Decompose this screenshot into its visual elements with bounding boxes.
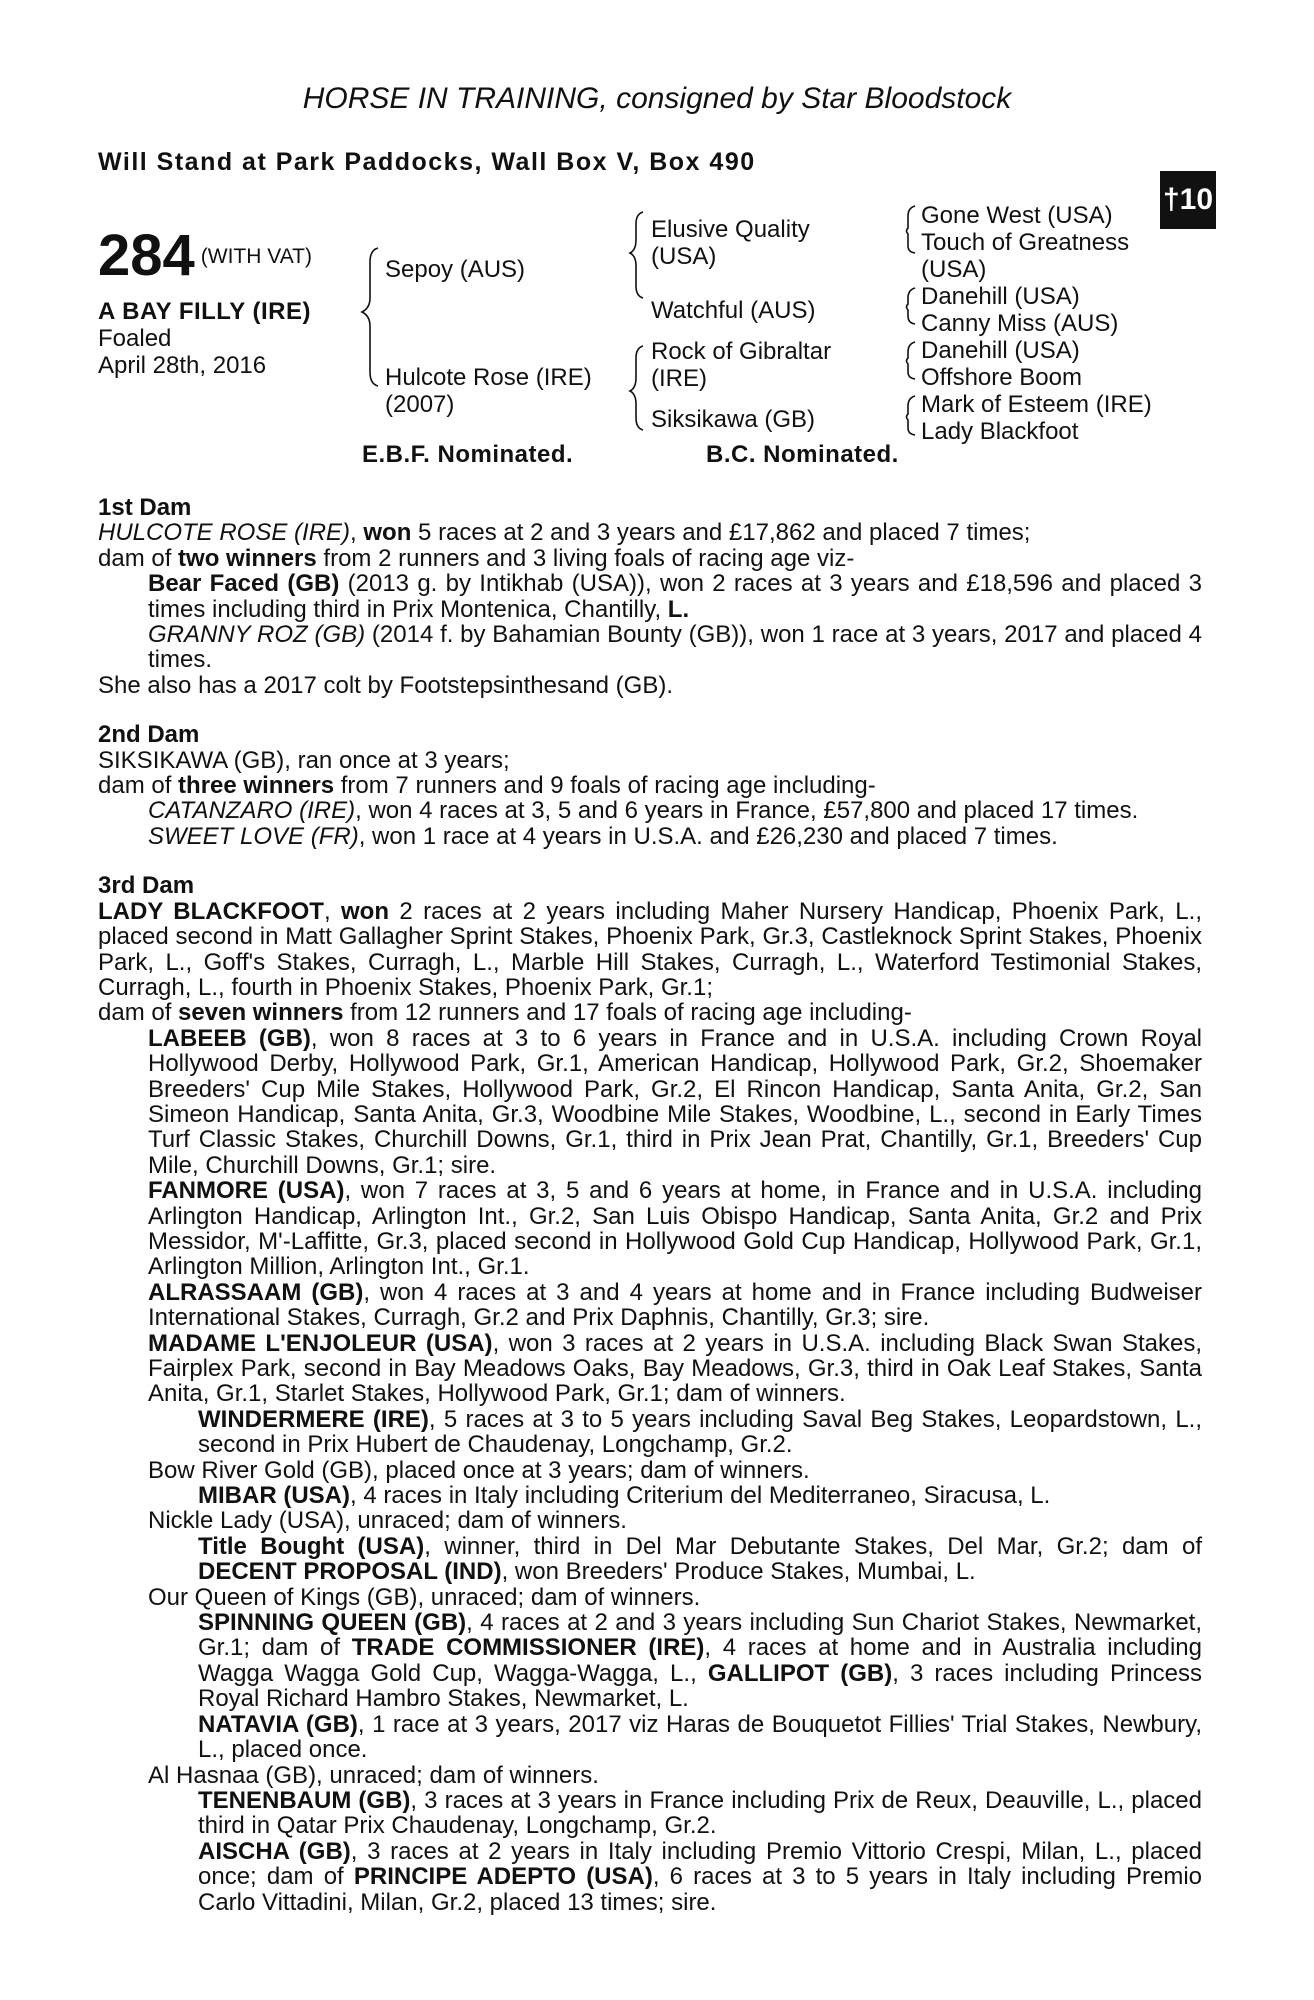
ped-sire: Sepoy (AUS)	[385, 256, 526, 283]
page-title: HORSE IN TRAINING, consigned by Star Bloodstock	[302, 82, 1012, 115]
ped-dam-year: (2007)	[385, 391, 455, 418]
dam3-damof: dam of seven winners from 12 runners and 17 foals of racing age including-	[98, 999, 912, 1027]
progeny-bowriver: Bow River Gold (GB), placed once at 3 years; dam of winners.	[148, 1456, 810, 1484]
progeny-aischa: AISCHA (GB), 3 races at 2 years in Italy including Premio Vittorio Crespi, Milan, L., placed once; dam of PRINCIPE ADEPTO (USA), 6 races at 3 to 5 years in Italy including Premio Carlo Vittadini, Milan, Gr.2, placed 13 times; sire.	[198, 1837, 1202, 1916]
ped-sire-sire-country: (USA)	[651, 243, 717, 270]
dam1-line: HULCOTE ROSE (IRE), won 5 races at 2 and 3 years and £17,862 and placed 7 times;	[98, 519, 1031, 547]
progeny-tenenbaum: TENENBAUM (GB), 3 races at 3 years in France including Prix de Reux, Deauville, L., placed third in Qatar Prix Chaudenay, Longchamp, Gr.2.	[198, 1786, 1202, 1840]
ped-sdd: Canny Miss (AUS)	[921, 310, 1119, 337]
ped-dss: Danehill (USA)	[921, 337, 1080, 364]
ped-ssd: Touch of Greatness	[921, 229, 1130, 256]
ped-sire-sire: Elusive Quality	[651, 216, 810, 243]
progeny-alhasnaa: Al Hasnaa (GB), unraced; dam of winners.	[148, 1761, 599, 1789]
ped-dam: Hulcote Rose (IRE)	[385, 364, 592, 391]
foaled-label: Foaled	[98, 325, 172, 352]
ped-ssd-country: (USA)	[921, 256, 987, 283]
progeny-ourqueen: Our Queen of Kings (GB), unraced; dam of winners.	[148, 1583, 701, 1611]
progeny-madame: MADAME L'ENJOLEUR (USA), won 3 races at 2 years in U.S.A. including Black Swan Stakes, Fairplex Park, second in Bay Meadows Oaks, Bay Meadows, Gr.3, third in Oak Leaf Stakes, Santa Anita, Gr.1, Starlet Stakes, Hollywood Park, Gr.1; dam of winners.	[148, 1329, 1202, 1408]
progeny-title-bought: Title Bought (USA), winner, third in Del Mar Debutante Stakes, Del Mar, Gr.2; dam of DECENT PROPOSAL (IND), won Breeders' Produce Stakes, Mumbai, L.	[198, 1532, 1203, 1586]
progeny-alrassaam: ALRASSAAM (GB), won 4 races at 3 and 4 years at home and in France including Budweiser International Stakes, Curragh, Gr.2 and Prix Daphnis, Chantilly, Gr.3; sire.	[148, 1278, 1202, 1332]
ped-sire-dam: Watchful (AUS)	[651, 297, 816, 324]
dam2-progeny-2: SWEET LOVE (FR), won 1 race at 4 years in U.S.A. and £26,230 and placed 7 times.	[148, 822, 1058, 850]
stand-location: Will Stand at Park Paddocks, Wall Box V, Box 490	[98, 148, 756, 176]
progeny-mibar: MIBAR (USA), 4 races in Italy including Criterium del Mediterraneo, Siracusa, L.	[198, 1482, 1051, 1510]
vat-label: (WITH VAT)	[200, 245, 312, 268]
progeny-natavia: NATAVIA (GB), 1 race at 3 years, 2017 viz Haras de Bouquetot Fillies' Trial Stakes, Newbury, L., placed once.	[198, 1710, 1202, 1764]
ped-sss: Gone West (USA)	[921, 202, 1113, 229]
ped-dds: Mark of Esteem (IRE)	[921, 391, 1152, 418]
ped-sds: Danehill (USA)	[921, 283, 1080, 310]
progeny-spinning: SPINNING QUEEN (GB), 4 races at 2 and 3 years including Sun Chariot Stakes, Newmarket, Gr.1; dam of TRADE COMMISSIONER (IRE), 4 races at home and in Australia including Wagga Wagga Gold Cup, Wagga-Wagga, L., GALLIPOT (GB), 3 races including Princess Royal Richard Hambro Stakes, Newmarket, L.	[198, 1609, 1203, 1713]
progeny-fanmore: FANMORE (USA), won 7 races at 3, 5 and 6 years at home, in France and in U.S.A. including Arlington Handicap, Arlington Int., Gr.2, San Luis Obispo Handicap, Santa Anita, Gr.2 and Prix Messidor, M'-Laffitte, Gr.3, placed second in Hollywood Gold Cup Handicap, Hollywood Park, Gr.1, Arlington Million, Arlington Int., Gr.1.	[148, 1177, 1202, 1281]
lot-badge: †10	[1160, 171, 1216, 229]
ped-ddd: Lady Blackfoot	[921, 418, 1079, 445]
ebf-nominated: E.B.F. Nominated.	[362, 441, 574, 468]
dam2-line: SIKSIKAWA (GB), ran once at 3 years;	[98, 746, 510, 774]
dam1-damof: dam of two winners from 2 runners and 3 living foals of racing age viz-	[98, 544, 855, 572]
dam1-progeny-1: Bear Faced (GB) (2013 g. by Intikhab (USA)), won 2 races at 3 years and £18,596 and placed 3 times including third in Prix Montenica, Chantilly, L.	[148, 570, 1202, 623]
bc-nominated: B.C. Nominated.	[706, 441, 899, 468]
dam1-heading: 1st Dam	[98, 494, 192, 521]
progeny-nickle: Nickle Lady (USA), unraced; dam of winners.	[148, 1507, 627, 1535]
lot-number: 284	[98, 223, 195, 288]
foaled-date: April 28th, 2016	[98, 352, 267, 379]
progeny-labeeb: LABEEB (GB), won 8 races at 3 to 6 years in France and in U.S.A. including Crown Royal Hollywood Derby, Hollywood Park, Gr.1, American Handicap, Hollywood Park, Gr.2, Shoemaker Breeders' Cup Mile Stakes, Hollywood Park, Gr.2, El Rincon Handicap, Santa Anita, Gr.2, San Simeon Handicap, Santa Anita, Gr.3, Woodbine Mile Stakes, Woodbine, L., second in Early Times Turf Classic Stakes, Churchill Downs, Gr.1, third in Prix Jean Prat, Chantilly, Gr.1, Breeders' Cup Mile, Churchill Downs, Gr.1; sire.	[148, 1024, 1203, 1179]
dam2-heading: 2nd Dam	[98, 721, 200, 749]
ped-dam-sire-country: (IRE)	[651, 365, 707, 392]
dam2-damof: dam of three winners from 7 runners and 9 foals of racing age including-	[98, 772, 876, 800]
dam3-heading: 3rd Dam	[98, 872, 195, 900]
dam1-progeny-2: GRANNY ROZ (GB) (2014 f. by Bahamian Bounty (GB)), won 1 race at 3 years, 2017 and placed 4 times.	[148, 621, 1203, 674]
horse-name: A BAY FILLY (IRE)	[98, 298, 311, 325]
dam1-also: She also has a 2017 colt by Footstepsinthesand (GB).	[98, 671, 674, 699]
ped-dsd: Offshore Boom	[921, 364, 1082, 391]
ped-dam-dam: Siksikawa (GB)	[651, 406, 816, 433]
catalogue-text	[98, 495, 1202, 1915]
dam2-progeny-1: CATANZARO (IRE), won 4 races at 3, 5 and 6 years in France, £57,800 and placed 17 times.	[148, 797, 1139, 825]
dam3-line: LADY BLACKFOOT, won 2 races at 2 years including Maher Nursery Handicap, Phoenix Park, L., placed second in Matt Gallagher Sprint Stakes, Phoenix Park, Gr.3, Castleknock Sprint Stakes, Phoenix Park, L., Goff's Stakes, Curragh, L., Marble Hill Stakes, Curragh, L., Waterford Testimonial Stakes, Curragh, L., fourth in Phoenix Stakes, Phoenix Park, Gr.1;	[98, 897, 1202, 1001]
ped-dam-sire: Rock of Gibraltar	[651, 338, 832, 365]
progeny-windermere: WINDERMERE (IRE), 5 races at 3 to 5 years including Saval Beg Stakes, Leopardstown, L., second in Prix Hubert de Chaudenay, Longchamp, Gr.2.	[198, 1405, 1203, 1459]
